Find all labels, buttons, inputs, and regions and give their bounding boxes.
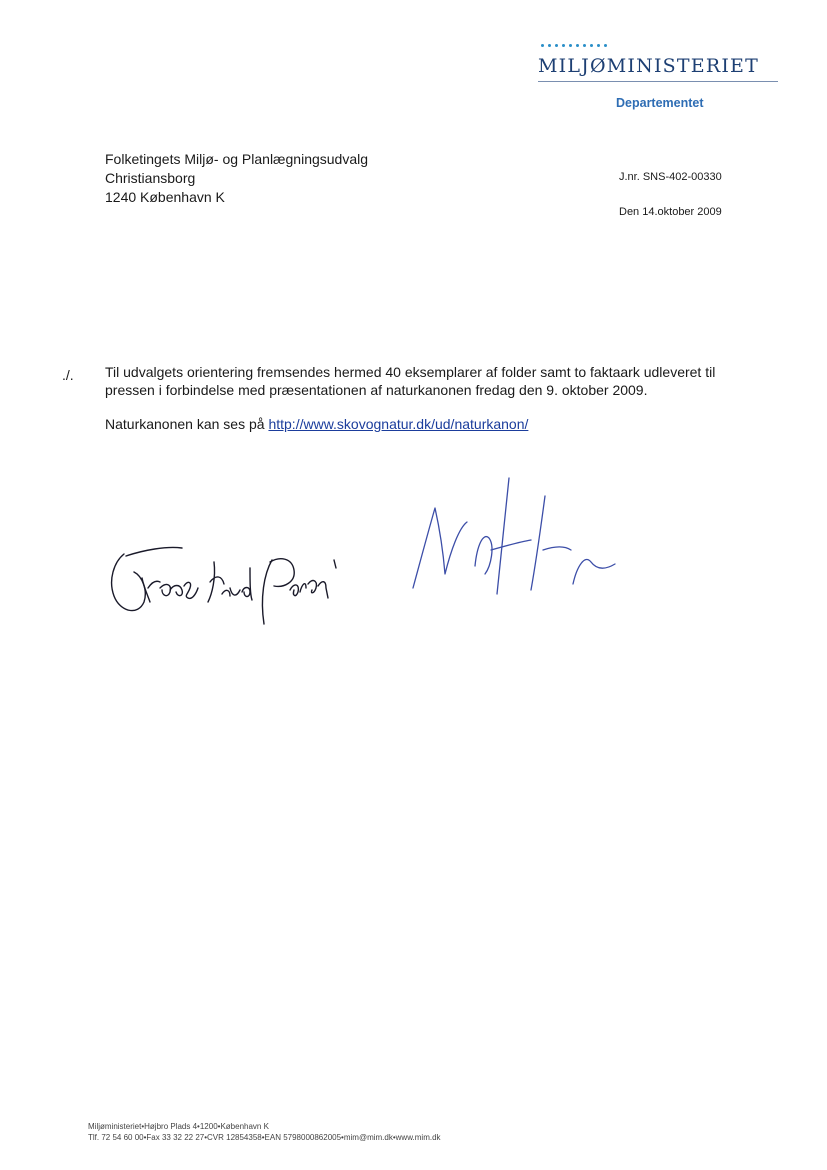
body-line-2: pressen i forbindelse med præsentationen af naturkanonen fredag den 9. oktober 2009. <box>105 382 648 398</box>
recipient-line-1: Folketingets Miljø- og Planlægningsudvalg <box>105 151 369 167</box>
body-paragraph <box>105 363 785 399</box>
signature-1 <box>104 532 344 637</box>
letterhead-rule <box>538 81 778 82</box>
enclosure-mark: ./. <box>62 367 74 383</box>
journal-number: J.nr. SNS-402-00330 <box>619 171 722 183</box>
logo-dots <box>541 44 783 50</box>
recipient-line-3: 1240 København K <box>105 189 225 205</box>
department-label: Departementet <box>616 96 704 110</box>
footer <box>88 1121 441 1143</box>
recipient-address <box>105 150 368 207</box>
footer-contact: Tlf. 72 54 60 00•Fax 33 32 22 27•CVR 12854358•EAN 5798000862005•mim@mim.dk•www.mim.dk <box>88 1133 441 1142</box>
naturkanon-link[interactable]: http://www.skovognatur.dk/ud/naturkanon/ <box>268 416 529 432</box>
ministry-logo-text: MILJØMINISTERIET <box>538 55 759 77</box>
recipient-line-2: Christiansborg <box>105 170 196 186</box>
letterhead <box>538 44 783 82</box>
link-prefix: Naturkanonen kan ses på <box>105 416 269 432</box>
letter-date: Den 14.oktober 2009 <box>619 206 722 218</box>
body-line-1: Til udvalgets orientering fremsendes hermed 40 eksemplarer af folder samt to faktaark udleveret til <box>105 364 716 380</box>
link-line <box>105 416 528 432</box>
signature-2 <box>405 466 620 606</box>
footer-address: Miljøministeriet•Højbro Plads 4•1200•København K <box>88 1122 269 1131</box>
